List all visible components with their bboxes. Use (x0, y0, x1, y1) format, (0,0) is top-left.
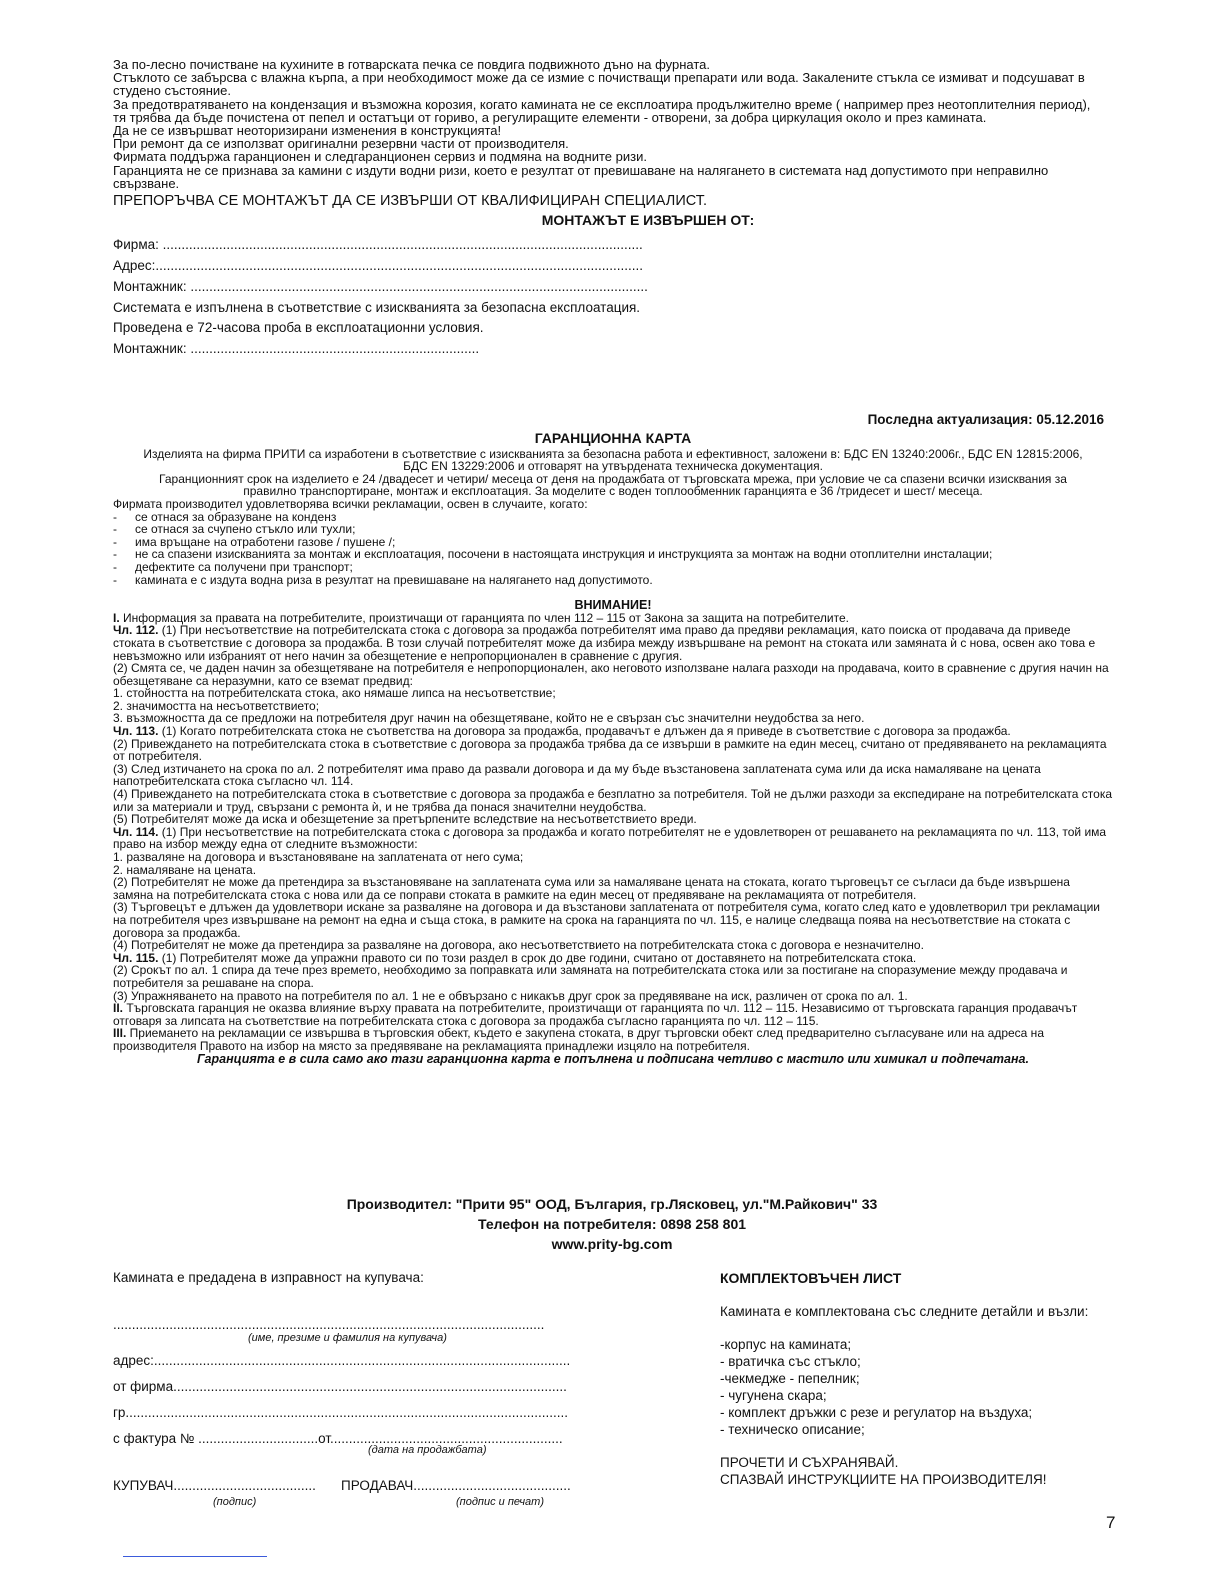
kit-item: - вратичка със стъкло; (720, 1354, 861, 1369)
producer-info (0, 1194, 1224, 1254)
maintenance-line: Гаранцията не се признава за камини с издути водни ризи, което е резултат от превишаване на налягането в системата над допустимото при неправилно свързване. (113, 162, 1049, 191)
buyer-firm-field[interactable]: от фирма......................................................................................................... (113, 1379, 567, 1394)
law-article-label: Чл. 115. (113, 950, 159, 965)
maintenance-section (113, 58, 1093, 360)
exception-item: - се отнася за счупено стъкло или тухли; (113, 523, 1113, 536)
law-article-label: II. (113, 1001, 124, 1016)
law-article-text: (1) Потребителят може да упражни правото си по този раздел в срок до две години, считано от доставянето на потребителската стока. (158, 950, 917, 965)
kit-item: - чугунена скара; (720, 1388, 827, 1403)
exception-item: - дефектите са получени при транспорт; (113, 561, 1113, 574)
law-article-text: 3. възможността да се предложи на потребителя друг начин на обезщетяване, който не е свързан със значителни неудобства за него. (113, 711, 865, 726)
kit-item: -корпус на камината; (720, 1337, 852, 1352)
law-article-text: (5) Потребителят може да иска и обезщетение за претърпените вследствие на несъответствието вреди. (113, 812, 697, 827)
sign-caption: (подпис) (213, 1496, 257, 1508)
handed-over-text: Камината е предадена в изправност на купувача: (113, 1270, 424, 1285)
law-article-text: (3) След изтичането на срока по ал. 2 потребителят има право да развали договора и да му бъде възстановена заплатената сума или да иска намаляване на цената напотребителската стока съгласно чл. 114. (113, 761, 1041, 789)
kit-intro: Камината е комплектована със следните детайли и възли: (720, 1304, 1089, 1319)
law-paragraph (113, 901, 1113, 939)
claims-intro: Фирмата производител удовлетворява всички рекламации, освен в случаите, когато: (113, 496, 588, 511)
warranty-card (113, 432, 1113, 1065)
recommendation: ПРЕПОРЪЧВА СЕ МОНТАЖЪТ ДА СЕ ИЗВЪРШИ ОТ КВАЛИФИЦИРАН СПЕЦИАЛИСТ. (113, 193, 708, 210)
law-article-text: (1) При несъответствие на потребителската стока с договора за продажба потребителят има право да предяви рекламация, като поиска от продавача да приведе стоката в съответствие с договора за продажба. В този случай потребителят може да избира между извършване на ремонт на стоката или замяната ѝ с нова, освен ако това е невъзможно или избраният от него начин за обезщетение е непропорционален в сравнение с другия. (113, 623, 1096, 663)
kit-title: КОМПЛЕКТОВЪЧЕН ЛИСТ (720, 1270, 902, 1286)
invoice-field[interactable]: с фактура № ................................от.............................................................. (113, 1431, 563, 1446)
law-article-text: (1) Когато потребителската стока не съответства на договора за продажба, продавачът е длъжен да я приведе в съответствие с договора за продажба. (158, 724, 1011, 739)
law-paragraph (113, 662, 1113, 687)
page-number: 7 (1106, 1513, 1116, 1532)
law-article-text: Приемането на рекламации се извършва в търговския обект, където е закупена стоката, в друг търговски обект след предварително съгласуване или на адреса на производителя Правото на избор на място за предявяване на рекламацията принадлежи изцяло на потребителя. (113, 1026, 1044, 1053)
maintenance-line: Стъклото се забърсва с влажна кърпа, а при необходимост може да се измие с почистващи препарати или вода. Закалените стъкла се измиват и подсушават в студено състояние. (113, 70, 1085, 99)
law-article-text: 2. значимостта на несъответствието; (113, 698, 320, 713)
buyer-address-field[interactable]: адрес:............................................................................................................... (113, 1353, 571, 1368)
maintenance-line: При ремонт да се използват оригинални резервни части от производителя. (113, 136, 569, 152)
website-link[interactable]: www.prity-bg.com (551, 1236, 673, 1252)
buyer-name-field[interactable]: ................................................................................................................... (113, 1318, 545, 1332)
kit-item: - техническо описание; (720, 1422, 865, 1437)
law-paragraph (113, 851, 1113, 864)
law-paragraph (113, 738, 1113, 763)
address-field: Адрес:.................................................................................................................................. (113, 258, 643, 274)
law-article-text: (3) Упражняването на правото на потребителя по ал. 1 не е обвързано с никакъв друг срок за предявяване на иск, различен от срока по ал. 1. (113, 988, 908, 1003)
final-note: Гаранцията е в сила само ако тази гаранционна карта е попълнена и подписана четливо с мастило или химикал и подпечатана. (197, 1051, 1029, 1066)
read-keep-note: ПРОЧЕТИ И СЪХРАНЯВАЙ. (720, 1455, 899, 1470)
installation-heading: МОНТАЖЪТ Е ИЗВЪРШЕН ОТ: (541, 212, 755, 229)
maintenance-line: Фирмата поддържа гаранционен и следгаранционен сервиз и подмяна на водните ризи. (113, 149, 647, 165)
system-note: Системата е изпълнена в съответствие с изискванията за безопасна експлоатация. (113, 299, 641, 315)
name-caption: (име, презиме и фамилия на купувача) (248, 1332, 447, 1344)
law-article-text: (2) Привеждането на потребителската стока в съответствие с договора за продажба трябва да се извърши в рамките на един месец, считано от предявяването на рекламацията от потребителя. (113, 736, 1107, 764)
law-paragraph (113, 624, 1113, 662)
law-article-text: (2) Срокът по ал. 1 спира да тече през времето, необходимо за поправката или замяната на потребителската стока или за постигане на споразумение между продавача и потребителя за решаване на спора. (113, 963, 1068, 990)
law-article-text: (3) Търговецът е длъжен да удовлетвори искане за разваляне на договора и да възстанови заплатената от потребителя сума, когато след като е удовлетворил три рекламации на потребителя чрез извършване на ремонт на една и съща стока, в рамките на срока на гаранцията по чл. 115, е налице следваща поява на несъответствие на стоката с договора за продажба. (113, 900, 1100, 940)
law-article-label: III. (113, 1026, 127, 1041)
consumer-phone: Телефон на потребителя: 0898 258 801 (477, 1216, 747, 1232)
attention-title: ВНИМАНИЕ! (574, 598, 652, 613)
kit-list (720, 1270, 1140, 1488)
producer-line: Производител: "Прити 95" ООД, България, гр.Лясковец, ул."М.Райкович" 33 (346, 1196, 878, 1212)
law-paragraph (113, 1027, 1113, 1052)
law-paragraph (113, 826, 1113, 851)
buyer-city-field[interactable]: гр...................................................................................................................... (113, 1405, 569, 1420)
law-article-text: Търговската гаранция не оказва влияние върху правата на потребителите, произтичащи от гаранцията по чл. 112 – 115. Независимо от търговската гаранция продавачът отговаря за липсата на съответствие на потребителската стока с договора за продажба съгласно гаранцията по чл. 112 – 115. (113, 1001, 1078, 1028)
warranty-title: ГАРАНЦИОННА КАРТА (534, 430, 692, 446)
law-article-text: 1. разваляне на договора и възстановяване на заплатената от него сума; (113, 850, 524, 864)
law-article-label: I. (113, 610, 120, 625)
law-article-text: (4) Потребителят не може да претендира за разваляне на договора, ако несъответствието на потребителската стока с договора е незначително. (113, 938, 924, 953)
follow-instructions-note: СПАЗВАЙ ИНСТРУКЦИИТЕ НА ПРОИЗВОДИТЕЛЯ! (720, 1472, 1047, 1487)
law-article-text: Информация за правата на потребителите, произтичащи от гаранцията по член 112 – 115 от Закона за защита на потребителите. (119, 610, 849, 625)
law-article-label: Чл. 114. (113, 824, 159, 839)
stamp-caption: (подпис и печат) (456, 1496, 545, 1508)
kit-item: - комплект дръжки с резе и регулатор на въздуха; (720, 1405, 1033, 1420)
exception-item: - има връщане на отработени газове / пушене /; (113, 536, 1113, 549)
law-article-text: 1. стойността на потребителската стока, ако нямаше липса на несъответствие; (113, 686, 556, 701)
exception-item: - не са спазени изискванията за монтаж и експлоатация, посочени в настоящата инструкция и инструкцията за монтаж на водни отоплителни инсталации; (113, 548, 1113, 561)
law-paragraph (113, 763, 1113, 788)
law-article-text: (1) При несъответствие на потребителската стока с договора за продажба и когато потребителят не е удовлетворен от решаването на рекламацията по чл. 113, той има право на избор между една от следните възможности: (113, 824, 1107, 852)
law-article-text: (4) Привеждането на потребителската стока в съответствие с договора за продажба е безплатно за потребителя. Той не дължи разходи за експедиране на потребителската стока или за материали и труд, свързани с ремонта ѝ, и не трябва да понася значителни неудобства. (113, 787, 1112, 814)
installer-field-2: Монтажник: ............................................................................. (113, 341, 480, 357)
warranty-intro: Изделията на фирма ПРИТИ са изработени в съответствие с изискванията за безопасна работа и ефективност, заложени в: БДС EN 13240:2006г., БДС EN 12815:2006, БДС EN 13229:2006 и отговарят на утвърдената техническа документация. (143, 446, 1083, 474)
maintenance-line: Да не се извършват неоторизирани изменения в конструкцията! (113, 123, 502, 139)
maintenance-line: За по-лесно почистване на кухините в готварската печка се повдига подвижното дъно на фурната. (113, 57, 711, 72)
maintenance-line: За предотвратяването на кондензация и възможна корозия, когато камината не се експлоатира продължително време ( например през неотоплителния период), тя трябва да бъде почистена от пепел и остатъци от гориво, а регулиращите елементи - отворени, за добра циркулация около и през камината. (113, 96, 1091, 125)
law-article-text: 2. намаляване на цената. (113, 862, 257, 877)
buyer-signature-field[interactable]: КУПУВАЧ...................................... (113, 1478, 316, 1493)
law-article-label: Чл. 113. (113, 724, 159, 739)
buyer-block (113, 1270, 593, 1512)
law-paragraph (113, 964, 1113, 989)
kit-item: -чекмедже - пепелник; (720, 1371, 860, 1386)
exception-item: - камината е с издута водна риза в резултат на превишаване на налягането над допустимото. (113, 574, 1113, 587)
warranty-term: Гаранционният срок на изделието е 24 /двадесет и четири/ месеца от деня на продажбата от търговската мрежа, при условие че са спазени всички изисквания за правилно транспортиране, монтаж и експлоатация. За моделите с воден топлообменник гаранцията е 36 /тридесет и шест/ месеца. (159, 471, 1067, 499)
test-note: Проведена е 72-часова проба в експлоатационни условия. (113, 320, 484, 336)
law-article-text: (2) Смята се, че даден начин за обезщетяване на потребителя е непропорционален, ако неговото използване налага разходи на продавача, които в сравнение с другия начин на обезщетяване са неразумни, като се вземат предвид: (113, 661, 1109, 688)
law-paragraph (113, 788, 1113, 813)
law-paragraph (113, 1002, 1113, 1027)
law-article-text: (2) Потребителят не може да претендира за възстановяване на заплатената сума или за намаляване цената на стоката, когато търговецът се съгласи да бъде извършена замяна на потребителската стока с нова или да се поправи стоката в рамките на един месец от предявяване на рекламацията от потребителя. (113, 875, 1070, 902)
divider-line (123, 1556, 267, 1557)
installer-field: Монтажник: .......................................................................................................................... (113, 278, 648, 294)
law-article-label: Чл. 112. (113, 623, 159, 638)
law-paragraph (113, 876, 1113, 901)
firm-field: Фирма: ................................................................................................................................ (113, 237, 643, 253)
law-text (113, 612, 1113, 1053)
seller-signature-field[interactable]: ПРОДАВАЧ.......................................... (341, 1478, 571, 1493)
last-update: Последна актуализация: 05.12.2016 (867, 412, 1104, 427)
exception-item: - се отнася за образуване на конденз (113, 511, 1113, 524)
date-caption: (дата на продажбата) (368, 1444, 487, 1456)
